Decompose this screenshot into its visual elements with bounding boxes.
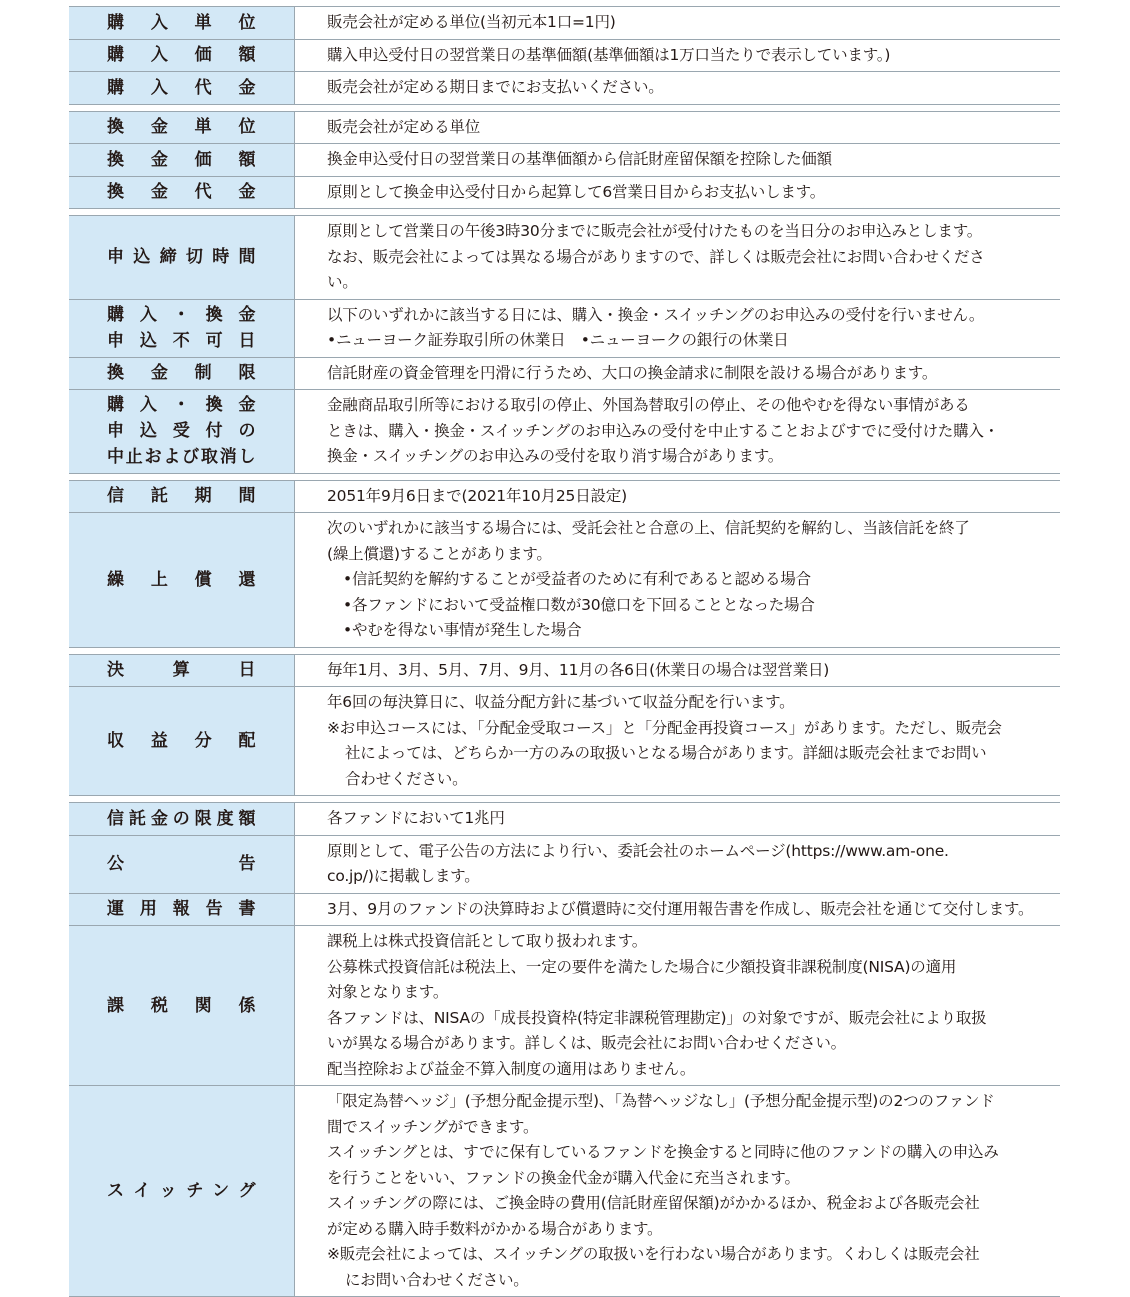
content-line: を行うことをいい、ファンドの換金代金が購入代金に充当されます。 xyxy=(327,1168,800,1187)
table-group xyxy=(69,6,1060,105)
row-label-text xyxy=(107,360,256,386)
row-content xyxy=(295,803,1060,835)
row-label xyxy=(69,655,295,687)
content-line: スイッチングとは、すでに保有しているファンドを換金すると同時に他のファンドの購入の申込み xyxy=(327,1143,999,1161)
row-content xyxy=(295,926,1060,1085)
row-label xyxy=(69,300,295,357)
table-group xyxy=(69,111,1060,210)
row-content xyxy=(295,836,1060,893)
table-row xyxy=(69,216,1060,299)
row-label-line: 収益分配 xyxy=(107,731,256,751)
row-label-line: 換金制限 xyxy=(107,363,256,384)
row-label-line: 運用報告書 xyxy=(107,899,256,920)
row-content xyxy=(295,894,1060,926)
table-row xyxy=(69,835,1060,893)
row-label xyxy=(69,894,295,926)
table-row xyxy=(69,1085,1060,1296)
row-label xyxy=(69,481,295,513)
row-label-line: 信託期間 xyxy=(107,486,256,507)
table-row xyxy=(69,686,1060,795)
row-content xyxy=(295,40,1060,72)
row-label xyxy=(69,803,295,835)
row-label xyxy=(69,72,295,104)
row-label-text xyxy=(107,147,256,173)
content-line: co.jp/)に掲載します。 xyxy=(327,867,480,885)
table-row xyxy=(69,389,1060,473)
row-label-line: 購入単位 xyxy=(107,12,256,33)
content-line: 購入申込受付日の翌営業日の基準価額(基準価額は1万口当たりで表示しています。) xyxy=(327,45,891,64)
content-line: 次のいずれかに該当する場合には、受託会社と合意の上、信託契約を解約し、当該信託を終了 xyxy=(327,519,970,537)
content-line: スイッチングの際には、ご換金時の費用(信託財産留保額)がかかるほか、税金および各販売会社 xyxy=(327,1194,980,1212)
content-line: (繰上償還)することがあります。 xyxy=(327,544,552,563)
row-content xyxy=(295,358,1060,390)
row-label xyxy=(69,1086,295,1296)
table-row xyxy=(69,39,1060,72)
row-label xyxy=(69,216,295,299)
content-line: •やむを得ない事情が発生した場合 xyxy=(343,621,582,639)
row-label-line: 購入・換金 xyxy=(107,305,256,325)
content-line: 合わせください。 xyxy=(345,769,468,788)
row-label-text xyxy=(107,728,256,754)
row-label-line: 購入代金 xyxy=(107,77,256,98)
row-label-text xyxy=(107,657,256,683)
row-label-line: スイッチング xyxy=(107,1181,256,1201)
row-label-text xyxy=(107,392,256,470)
row-label-line: 申込受付の xyxy=(107,421,256,442)
row-content xyxy=(295,687,1060,795)
row-label-line: 申込不可日 xyxy=(107,331,256,351)
table-row xyxy=(69,143,1060,176)
row-label xyxy=(69,926,295,1085)
row-content xyxy=(295,390,1060,473)
row-label xyxy=(69,390,295,473)
row-label-line: 繰上償還 xyxy=(107,569,256,590)
content-line: い。 xyxy=(327,273,358,291)
row-label-text xyxy=(107,483,256,509)
table-row xyxy=(69,512,1060,647)
content-line: 2051年9月6日まで(2021年10月25日設定) xyxy=(327,486,627,505)
content-line: 以下のいずれかに該当する日には、購入・換金・スイッチングのお申込みの受付を行いません。 xyxy=(327,305,985,324)
content-line: 換金申込受付日の翌営業日の基準価額から信託財産留保額を控除した価額 xyxy=(327,150,832,168)
row-label-line: 購入価額 xyxy=(107,45,256,66)
row-label xyxy=(69,7,295,39)
row-label xyxy=(69,144,295,176)
table-row xyxy=(69,299,1060,357)
content-line: 販売会社が定める期日までにお支払いください。 xyxy=(327,78,664,96)
row-content xyxy=(295,177,1060,209)
fund-procedure-table xyxy=(69,6,1060,1297)
table-row xyxy=(69,803,1060,835)
row-label xyxy=(69,687,295,795)
row-label-line: 換金価額 xyxy=(107,149,256,170)
content-line: なお、販売会社によっては異なる場合がありますので、詳しくは販売会社にお問い合わせくださ xyxy=(327,247,985,266)
content-line: ※お申込コースには、「分配金受取コース」と「分配金再投資コース」があります。ただし、販売会 xyxy=(327,718,1002,737)
row-content xyxy=(295,7,1060,39)
table-row xyxy=(69,655,1060,687)
content-line: 原則として、電子公告の方法により行い、委託会社のホームページ(https://www.am-one. xyxy=(327,841,949,860)
row-label-line: 中止および取消し xyxy=(107,447,256,468)
content-line: 各ファンドは、NISAの「成長投資枠(特定非課税管理勘定)」の対象ですが、販売会社により取扱 xyxy=(327,1008,987,1027)
row-content xyxy=(295,112,1060,144)
content-line: 配当控除および益金不算入制度の適用はありません。 xyxy=(327,1059,696,1078)
row-label-line: 換金単位 xyxy=(107,117,256,138)
row-label-text xyxy=(107,114,256,140)
row-label-text xyxy=(107,567,256,593)
row-label-line: 信託金の限度額 xyxy=(107,808,256,829)
content-line: 間でスイッチングができます。 xyxy=(327,1117,539,1136)
table-row xyxy=(69,893,1060,926)
content-line: 各ファンドにおいて1兆円 xyxy=(327,809,505,827)
content-line: 社によっては、どちらか一方のみの取扱いとなる場合があります。詳細は販売会社までお問い xyxy=(345,744,987,762)
content-line: 金融商品取引所等における取引の停止、外国為替取引の停止、その他やむを得ない事情がある xyxy=(327,396,970,414)
content-line: 「限定為替ヘッジ」(予想分配金提示型)、「為替ヘッジなし」(予想分配金提示型)の2つのファンド xyxy=(327,1092,995,1110)
content-line: 課税上は株式投資信託として取り扱われます。 xyxy=(327,932,648,950)
content-line: 対象となります。 xyxy=(327,983,449,1001)
row-label-line: 公告 xyxy=(107,854,256,874)
row-content xyxy=(295,72,1060,104)
content-line: 毎年1月、3月、5月、7月、9月、11月の各6日(休業日の場合は翌営業日) xyxy=(327,660,830,679)
content-line: •ニューヨーク証券取引所の休業日 •ニューヨークの銀行の休業日 xyxy=(327,331,789,349)
content-line: 販売会社が定める単位 xyxy=(327,117,481,136)
content-line: 3月、9月のファンドの決算時および償還時に交付運用報告書を作成し、販売会社を通じて交付します。 xyxy=(327,899,1034,918)
row-label-line: 決算日 xyxy=(107,660,256,681)
row-content xyxy=(295,1086,1060,1296)
row-content xyxy=(295,216,1060,299)
content-line: 信託財産の資金管理を円滑に行うため、大口の換金請求に制限を設ける場合があります。 xyxy=(327,363,938,382)
content-line: が定める購入時手数料がかかる場合があります。 xyxy=(327,1219,663,1238)
table-row xyxy=(69,481,1060,513)
row-label-text xyxy=(107,851,256,877)
table-group xyxy=(69,654,1060,797)
row-label-text xyxy=(107,10,256,36)
table-group xyxy=(69,480,1060,648)
content-line: いが異なる場合があります。詳しくは、販売会社にお問い合わせください。 xyxy=(327,1034,846,1052)
table-group xyxy=(69,802,1060,1297)
row-label xyxy=(69,358,295,390)
row-label-text xyxy=(107,302,256,354)
table-row xyxy=(69,176,1060,209)
row-label xyxy=(69,177,295,209)
content-line: 換金・スイッチングのお申込みの受付を取り消す場合があります。 xyxy=(327,447,784,465)
content-line: 年6回の毎決算日に、収益分配方針に基づいて収益分配を行います。 xyxy=(327,693,795,711)
row-content xyxy=(295,144,1060,176)
row-label-text xyxy=(107,42,256,68)
content-line: •各ファンドにおいて受益権口数が30億口を下回ることとなった場合 xyxy=(343,595,815,614)
content-line: にお問い合わせください。 xyxy=(345,1270,529,1289)
table-row xyxy=(69,71,1060,104)
row-content xyxy=(295,481,1060,513)
row-label xyxy=(69,40,295,72)
row-content xyxy=(295,513,1060,647)
content-line: ※販売会社によっては、スイッチングの取扱いを行わない場合があります。くわしくは販売会社 xyxy=(327,1245,980,1263)
row-label-text xyxy=(107,1178,256,1204)
row-label-line: 課税関係 xyxy=(107,995,256,1016)
table-row xyxy=(69,112,1060,144)
row-label-line: 購入・換金 xyxy=(107,395,256,416)
content-line: ときは、購入・換金・スイッチングのお申込みの受付を中止することおよびすでに受付けた購入・ xyxy=(327,421,999,440)
row-label xyxy=(69,513,295,647)
content-line: 販売会社が定める単位(当初元本1口=1円) xyxy=(327,13,616,31)
table-row xyxy=(69,925,1060,1085)
content-line: •信託契約を解約することが受益者のために有利であると認める場合 xyxy=(343,570,811,588)
row-label xyxy=(69,836,295,893)
table-row xyxy=(69,357,1060,390)
row-label-text xyxy=(107,179,256,205)
row-label-text xyxy=(107,896,256,922)
content-line: 原則として換金申込受付日から起算して6営業日目からお支払いします。 xyxy=(327,182,826,201)
row-content xyxy=(295,655,1060,687)
table-row xyxy=(69,7,1060,39)
row-label-text xyxy=(107,806,256,832)
row-content xyxy=(295,300,1060,357)
row-label xyxy=(69,112,295,144)
row-label-text xyxy=(107,75,256,101)
row-label-text xyxy=(107,993,256,1019)
content-line: 公募株式投資信託は税法上、一定の要件を満たした場合に少額投資非課税制度(NISA)の適用 xyxy=(327,957,957,976)
row-label-text xyxy=(107,244,256,270)
content-line: 原則として営業日の午後3時30分までに販売会社が受付けたものを当日分のお申込みとします。 xyxy=(327,222,983,240)
table-group xyxy=(69,215,1060,474)
row-label-line: 換金代金 xyxy=(107,182,256,203)
row-label-line: 申込締切時間 xyxy=(107,247,256,268)
